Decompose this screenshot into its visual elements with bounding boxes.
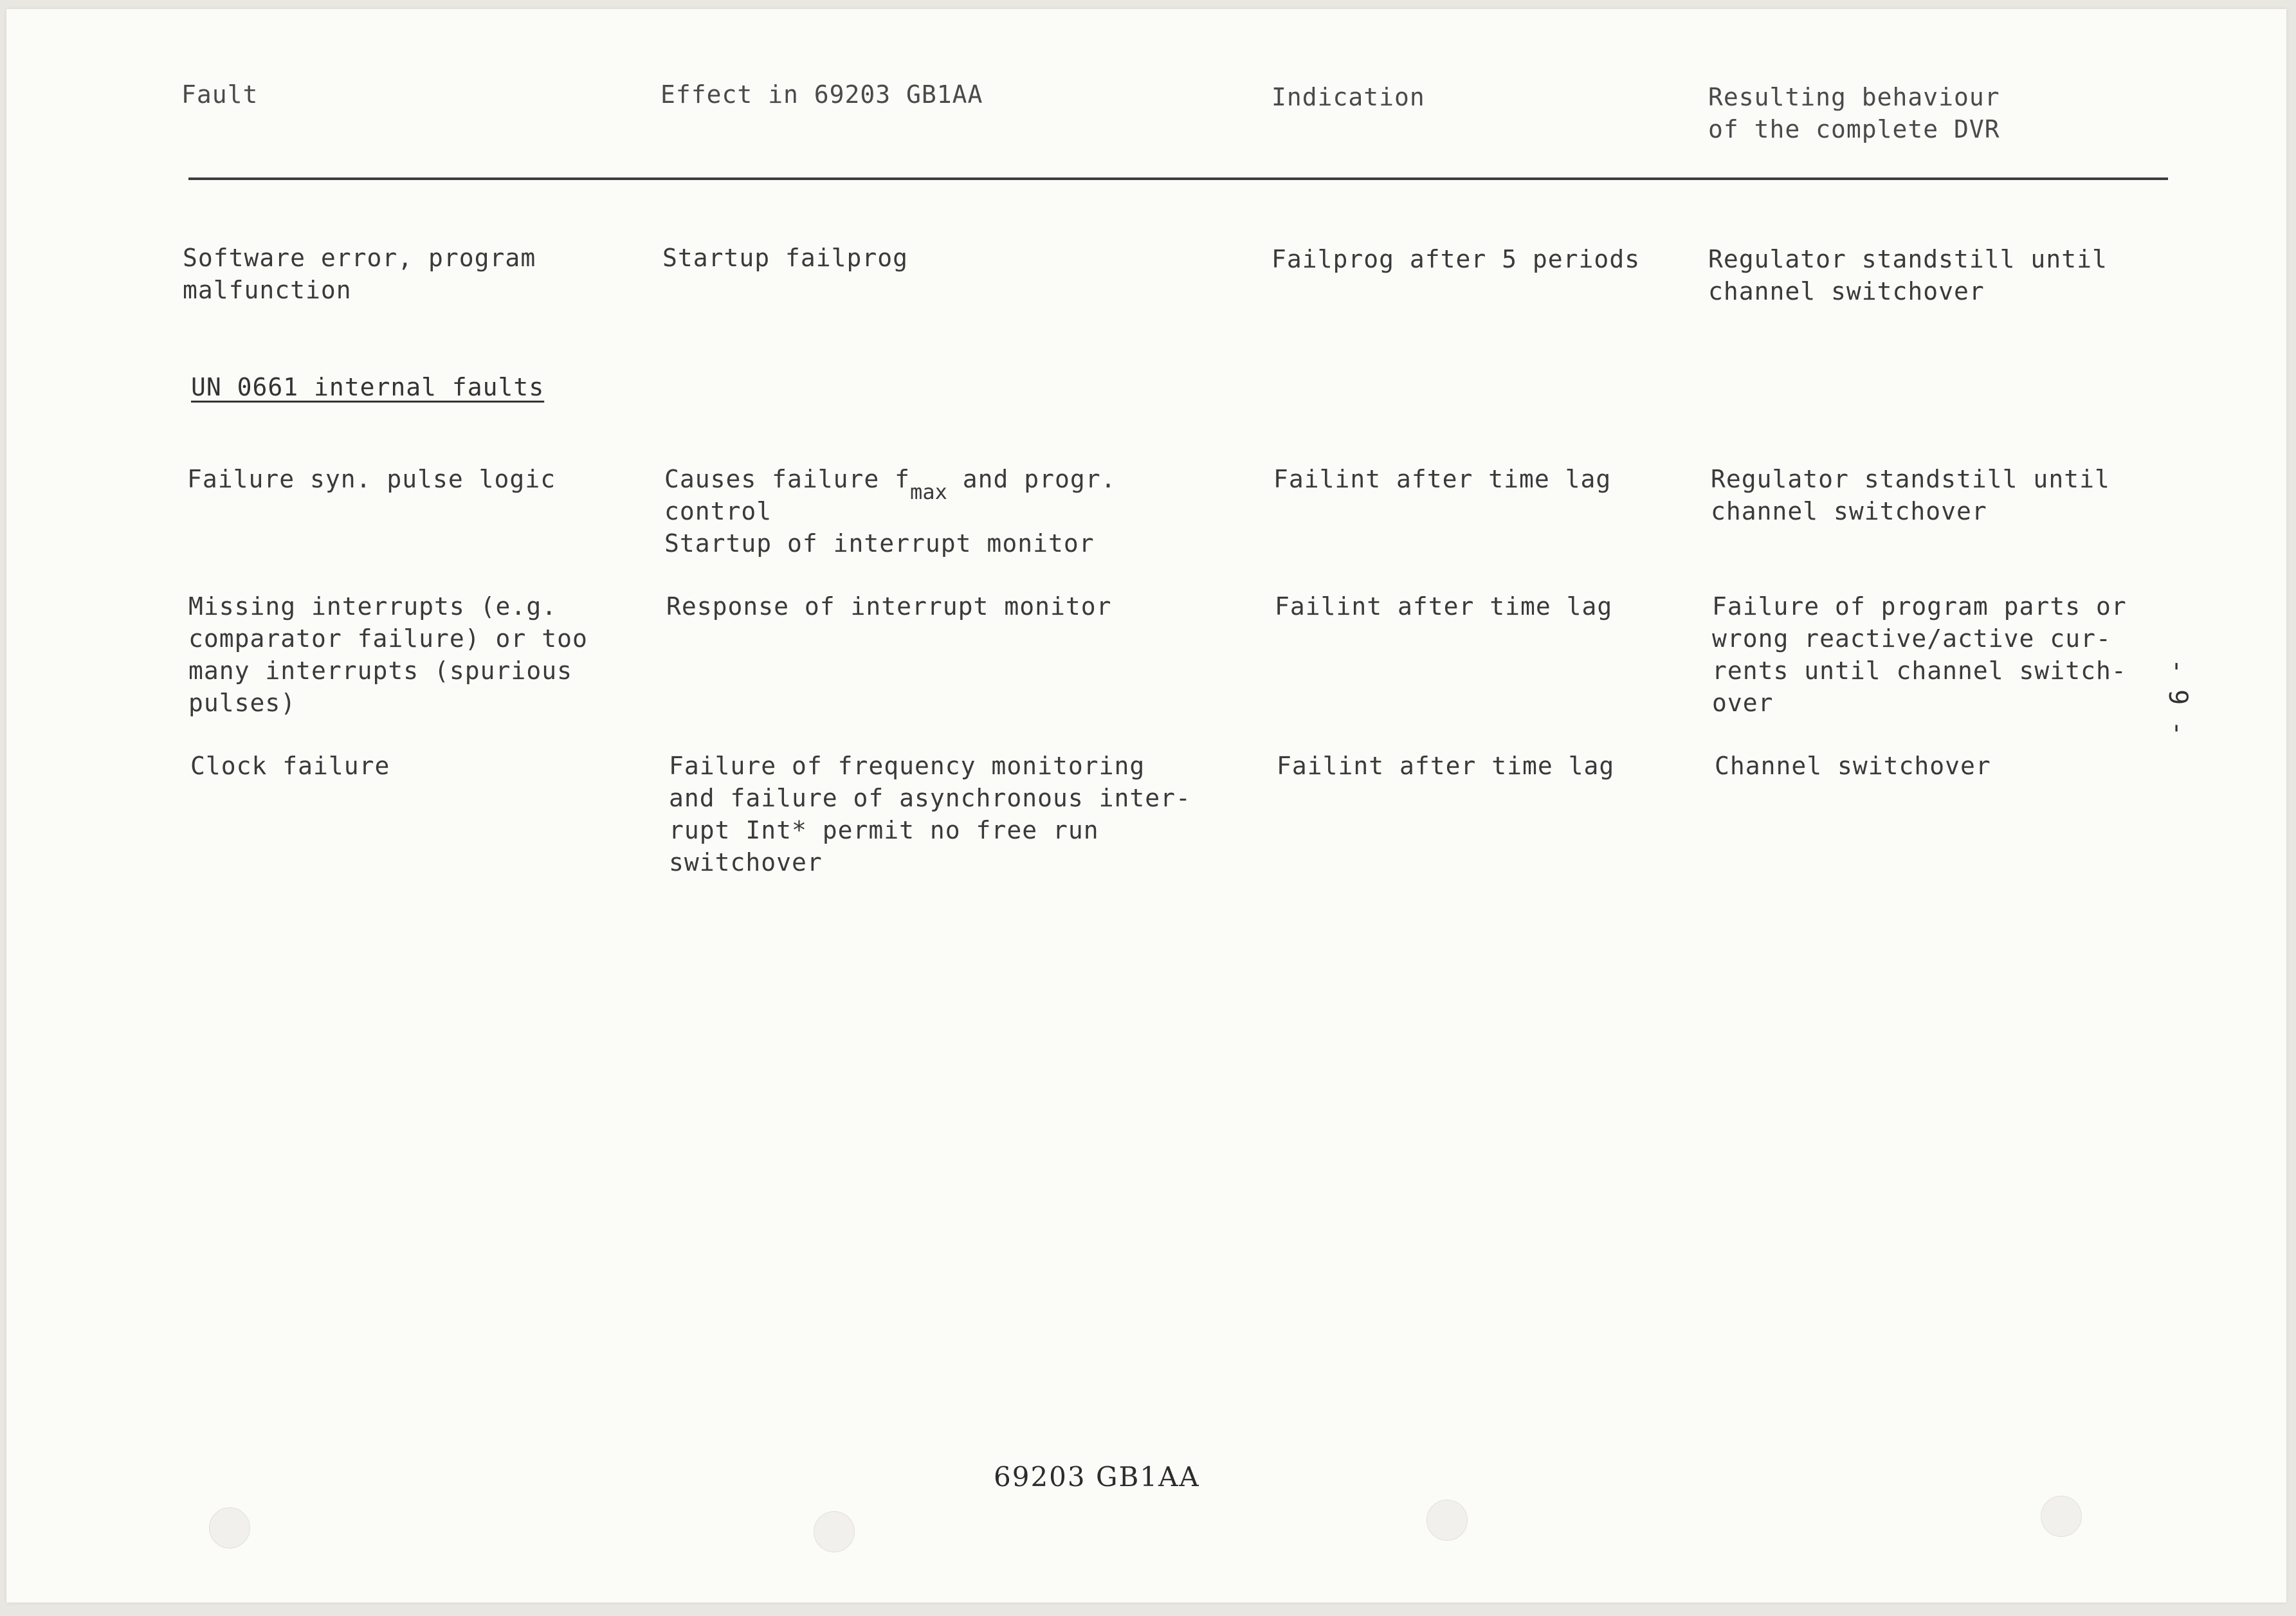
row-syn-fault: Failure syn. pulse logic [187, 465, 556, 493]
punch-hole-2 [814, 1511, 855, 1552]
header-rule [188, 177, 2168, 180]
row-syn-effect-prefix: Causes failure f [664, 465, 911, 493]
header-indication: Indication [1271, 83, 1425, 111]
row-missing-indication: Failint after time lag [1275, 592, 1613, 621]
row-syn-effect-rest: control Startup of interrupt monitor [664, 497, 1095, 558]
row-software-indication: Failprog after 5 periods [1271, 245, 1641, 273]
row-syn-effect-suffix: and progr. [947, 465, 1116, 493]
row-software-fault: Software error, program malfunction [183, 244, 536, 304]
page-number: - 9 - [2163, 658, 2192, 736]
punch-hole-4 [2041, 1496, 2082, 1537]
header-fault: Fault [181, 80, 259, 109]
row-missing-resulting: Failure of program parts or wrong reactive/active cur- rents until channel switch- over [1712, 592, 2127, 717]
row-clock-resulting: Channel switchover [1715, 752, 1991, 780]
header-effect: Effect in 69203 GB1AA [661, 80, 983, 109]
row-clock-effect: Failure of frequency monitoring and failure of asynchronous inter- rupt Int* permit no free run switchover [669, 752, 1191, 876]
row-software-effect: Startup failprog [662, 244, 909, 272]
row-missing-effect: Response of interrupt monitor [666, 592, 1112, 621]
row-syn-effect-subscript: max [910, 480, 947, 504]
row-syn-indication: Failint after time lag [1273, 465, 1612, 493]
document-page [6, 9, 2286, 1602]
row-software-resulting: Regulator standstill until channel switchover [1708, 245, 2108, 305]
header-resulting: Resulting behaviour of the complete DVR [1708, 83, 2000, 143]
section-title: UN 0661 internal faults [191, 373, 545, 401]
row-clock-fault: Clock failure [190, 752, 390, 780]
row-syn-resulting: Regulator standstill until channel switchover [1711, 465, 2110, 525]
row-missing-fault: Missing interrupts (e.g. comparator failure) or too many interrupts (spurious pulses) [188, 592, 588, 717]
document-footer: 69203 GB1AA [994, 1461, 1200, 1493]
punch-hole-3 [1426, 1500, 1468, 1541]
row-clock-indication: Failint after time lag [1277, 752, 1615, 780]
punch-hole-1 [209, 1507, 250, 1548]
